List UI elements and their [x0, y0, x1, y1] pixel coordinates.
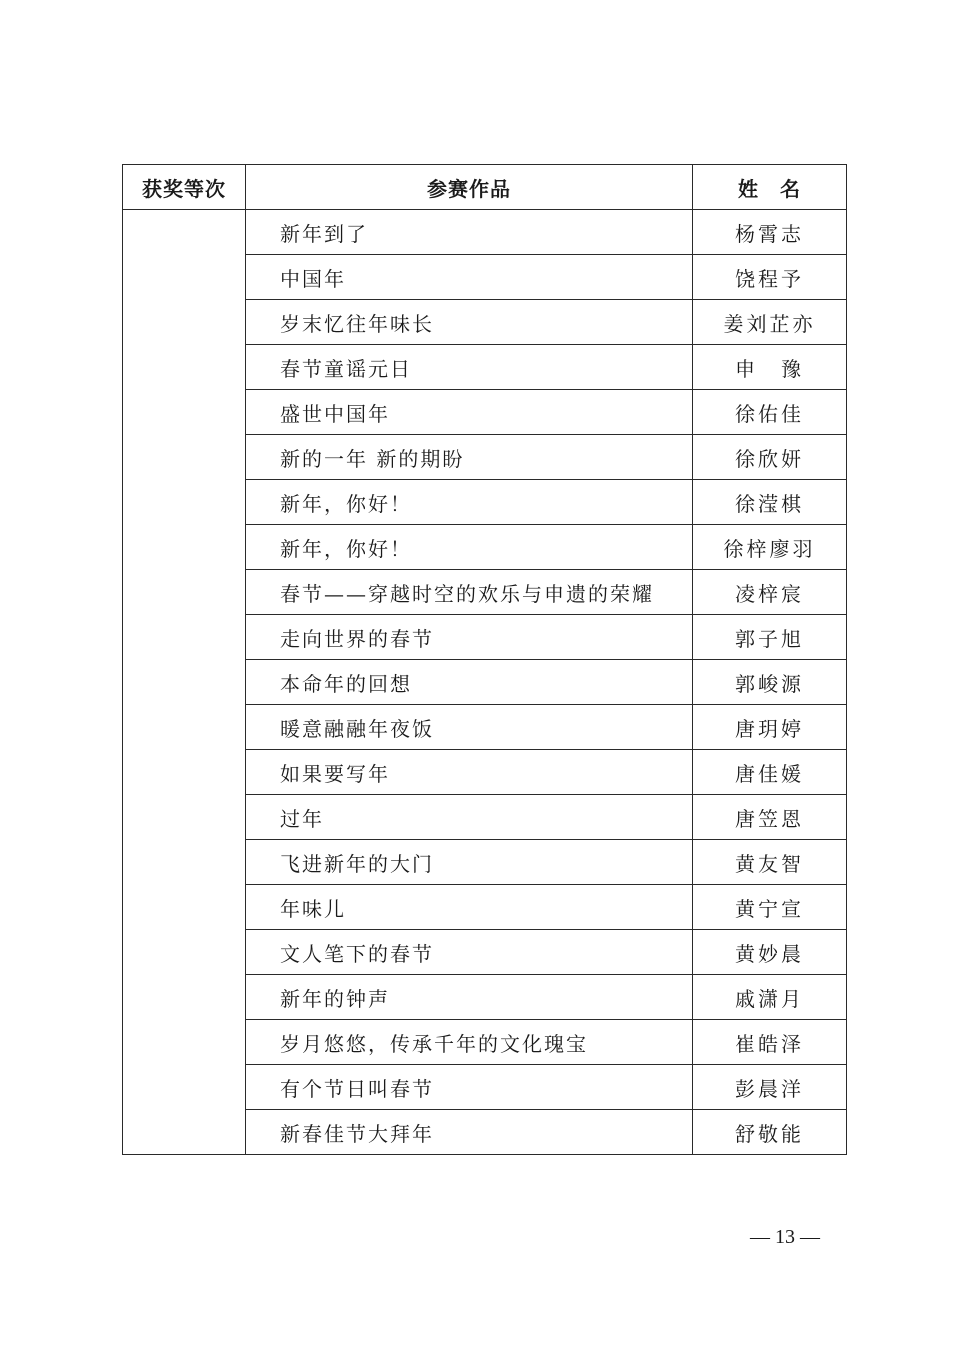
entry-title: 走向世界的春节 — [246, 615, 693, 660]
entry-title: 新的一年 新的期盼 — [246, 435, 693, 480]
entrant-name: 徐佑佳 — [693, 390, 847, 435]
entry-title: 飞进新年的大门 — [246, 840, 693, 885]
entrant-name: 崔皓泽 — [693, 1020, 847, 1065]
entrant-name: 唐佳媛 — [693, 750, 847, 795]
entry-title: 盛世中国年 — [246, 390, 693, 435]
entry-title: 新年的钟声 — [246, 975, 693, 1020]
entrant-name: 黄妙晨 — [693, 930, 847, 975]
entry-title: 新年到了 — [246, 210, 693, 255]
entrant-name: 申 豫 — [693, 345, 847, 390]
header-work: 参赛作品 — [246, 165, 693, 210]
entry-title: 本命年的回想 — [246, 660, 693, 705]
entrant-name: 饶程予 — [693, 255, 847, 300]
entrant-name: 姜刘芷亦 — [693, 300, 847, 345]
entry-title: 新春佳节大拜年 — [246, 1110, 693, 1155]
entry-title: 中国年 — [246, 255, 693, 300]
award-table — [122, 164, 847, 1155]
entry-title: 有个节日叫春节 — [246, 1065, 693, 1110]
entrant-name: 黄友智 — [693, 840, 847, 885]
entry-title: 岁末忆往年味长 — [246, 300, 693, 345]
entry-title: 如果要写年 — [246, 750, 693, 795]
entry-title: 新年，你好！ — [246, 525, 693, 570]
entrant-name: 徐梓廖羽 — [693, 525, 847, 570]
entrant-name: 徐欣妍 — [693, 435, 847, 480]
entry-title: 春节——穿越时空的欢乐与申遗的荣耀 — [246, 570, 693, 615]
entrant-name: 郭峻源 — [693, 660, 847, 705]
entry-title: 新年，你好！ — [246, 480, 693, 525]
header-name: 姓 名 — [693, 165, 847, 210]
entry-title: 暖意融融年夜饭 — [246, 705, 693, 750]
entrant-name: 郭子旭 — [693, 615, 847, 660]
entrant-name: 唐玥婷 — [693, 705, 847, 750]
entry-title: 过年 — [246, 795, 693, 840]
entrant-name: 黄宁宣 — [693, 885, 847, 930]
page-number: — 13 — — [750, 1226, 820, 1248]
entrant-name: 唐笠恩 — [693, 795, 847, 840]
entry-title: 春节童谣元日 — [246, 345, 693, 390]
header-rank: 获奖等次 — [123, 165, 246, 210]
entrant-name: 凌梓宸 — [693, 570, 847, 615]
table-row — [123, 210, 847, 255]
header-row — [123, 165, 847, 210]
entry-title: 文人笔下的春节 — [246, 930, 693, 975]
entrant-name: 戚潇月 — [693, 975, 847, 1020]
entry-title: 年味儿 — [246, 885, 693, 930]
award-rank-cell — [123, 210, 246, 1155]
entrant-name: 舒敬能 — [693, 1110, 847, 1155]
entrant-name: 杨霄志 — [693, 210, 847, 255]
entry-title: 岁月悠悠，传承千年的文化瑰宝 — [246, 1020, 693, 1065]
entrant-name: 彭晨洋 — [693, 1065, 847, 1110]
table-body — [123, 210, 847, 1155]
entrant-name: 徐滢棋 — [693, 480, 847, 525]
